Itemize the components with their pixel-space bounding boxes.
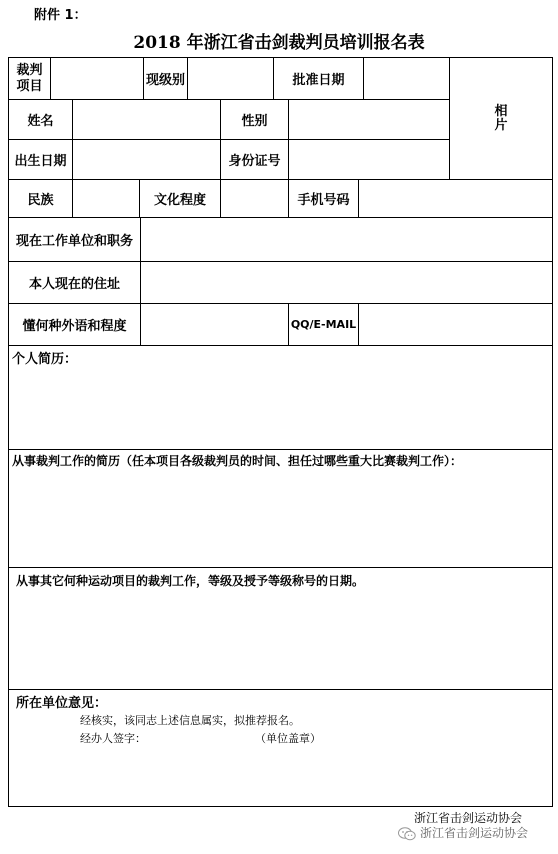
email-label: QQ/E-MAIL — [290, 318, 357, 331]
item-value-field[interactable] — [51, 58, 143, 99]
id-number-field[interactable] — [289, 140, 449, 179]
other-sports-textarea[interactable] — [9, 590, 552, 689]
language-field[interactable] — [141, 304, 288, 345]
ethnicity-field[interactable] — [73, 180, 139, 217]
birth-date-field[interactable] — [73, 140, 220, 179]
other-sports-label: 从事其它何种运动项目的裁判工作，等级及授予等级称号的日期。 — [16, 574, 365, 588]
education-label: 文化程度 — [153, 193, 206, 208]
organization-name: 浙江省击剑运动协会 — [414, 811, 523, 825]
form-title: 2018 年浙江省击剑裁判员培训报名表 — [133, 33, 425, 53]
photo-box[interactable] — [450, 58, 552, 179]
wechat-icon — [398, 826, 416, 840]
email-field[interactable] — [359, 304, 552, 345]
handler-signature-label: 经办人签字： — [80, 732, 146, 745]
unit-seal-label: （单位盖章） — [255, 732, 321, 745]
watermark — [398, 824, 528, 841]
verified-statement: 经核实，该同志上述信息属实，拟推荐报名。 — [80, 714, 300, 727]
address-field[interactable] — [141, 262, 552, 303]
name-field[interactable] — [73, 100, 220, 139]
phone-label: 手机号码 — [297, 193, 350, 208]
level-label: 现级别 — [145, 73, 185, 88]
gender-field[interactable] — [289, 100, 449, 139]
id-number-label: 身份证号 — [228, 154, 281, 169]
phone-field[interactable] — [359, 180, 552, 217]
attachment-label: 附件 1： — [34, 8, 87, 23]
unit-opinion-label: 所在单位意见： — [16, 696, 108, 711]
watermark-text: 浙江省击剑运动协会 — [420, 826, 529, 840]
work-unit-field[interactable] — [141, 218, 552, 261]
address-label: 本人现在的住址 — [28, 277, 120, 292]
resume-textarea[interactable] — [9, 366, 552, 449]
approve-date-label: 批准日期 — [292, 73, 345, 88]
language-label: 懂何种外语和程度 — [22, 319, 127, 334]
name-label: 姓名 — [27, 114, 54, 129]
resume-label: 个人简历： — [12, 352, 78, 367]
approve-date-field[interactable] — [364, 58, 449, 99]
ethnicity-label: 民族 — [27, 193, 54, 208]
work-unit-label: 现在工作单位和职务 — [15, 234, 133, 249]
education-field[interactable] — [221, 180, 288, 217]
referee-history-label: 从事裁判工作的简历（任本项目各级裁判员的时间、担任过哪些重大比赛裁判工作）： — [12, 454, 463, 468]
referee-history-textarea[interactable] — [9, 470, 552, 567]
level-value-field[interactable] — [188, 58, 273, 99]
gender-label: 性别 — [241, 114, 268, 129]
item-label: 裁判项目 — [16, 62, 43, 94]
birth-date-label: 出生日期 — [14, 154, 67, 169]
photo-label: 相片 — [494, 103, 508, 133]
